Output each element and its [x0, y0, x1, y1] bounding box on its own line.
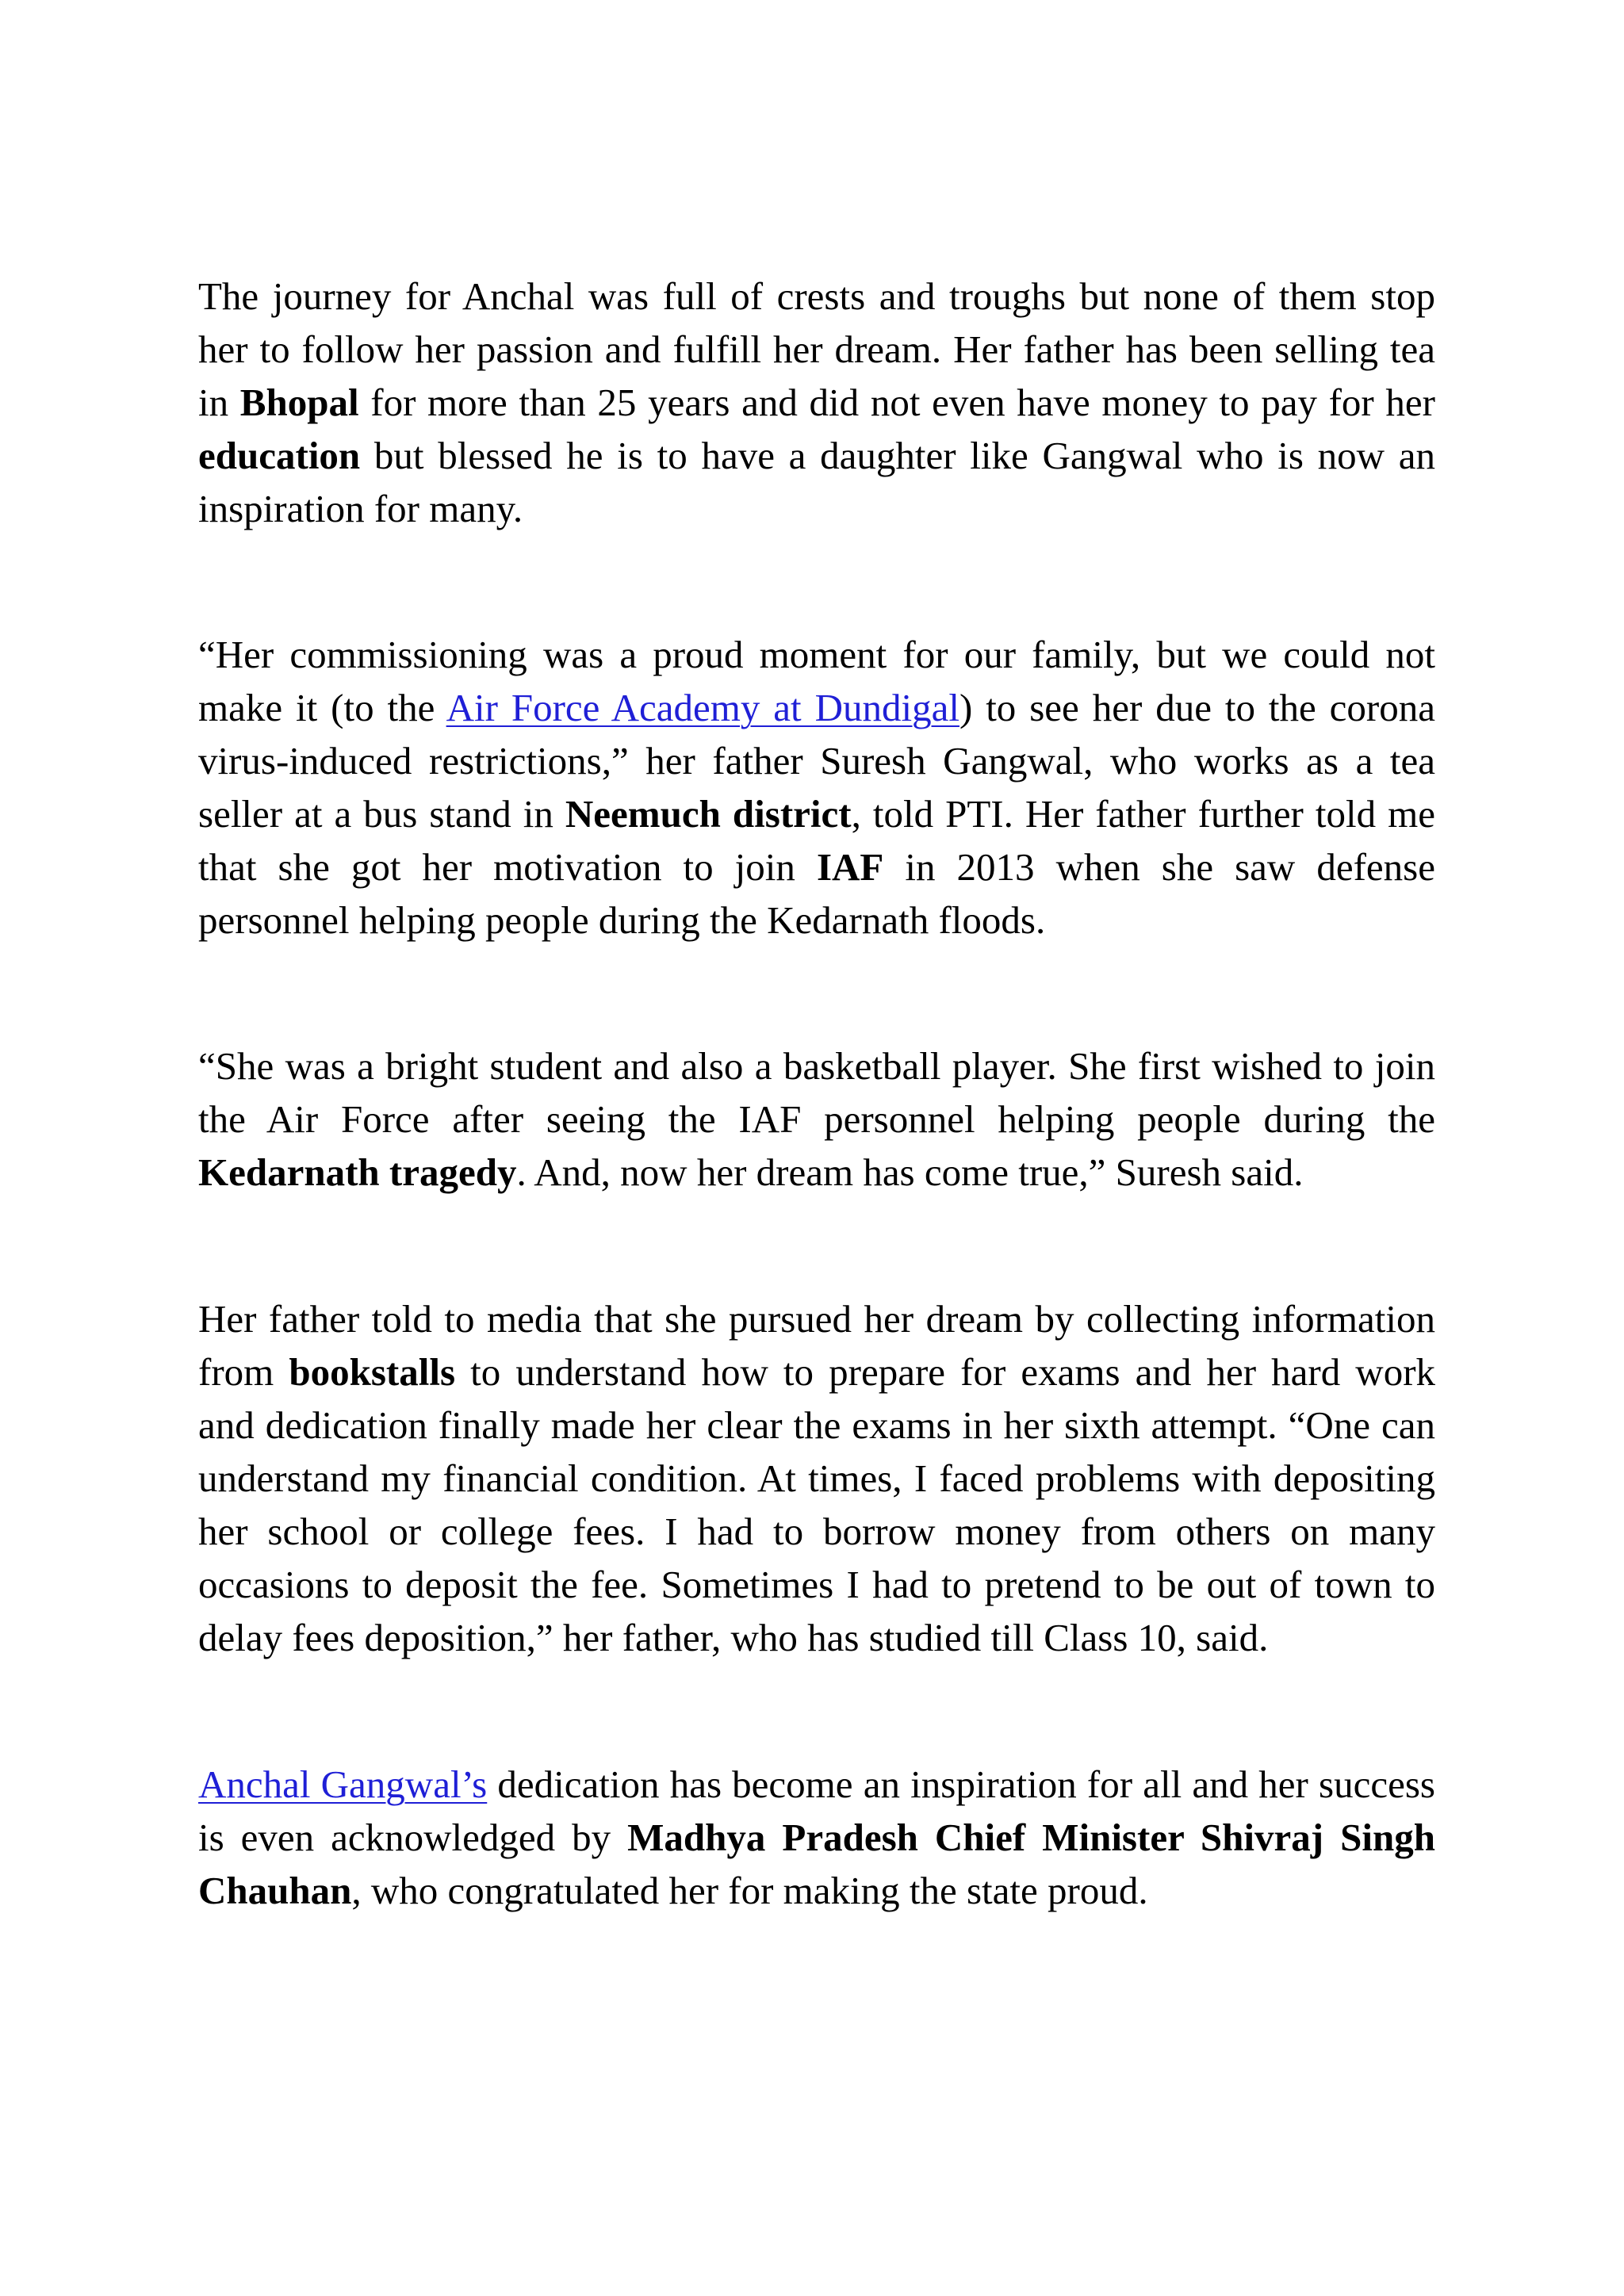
text-segment: . And, now her dream has come true,” Suresh said.	[516, 1150, 1304, 1194]
text-segment: “Her commissioning was a proud moment for our family, but we could not make it (to the	[198, 633, 1435, 729]
bold-text-bhopal: Bhopal	[239, 381, 359, 424]
paragraph-financial-condition	[198, 1292, 1435, 1664]
text-segment: “She was a bright student and also a basketball player. She first wished to join the Air Force after seeing the IAF personnel helping people during the	[198, 1044, 1435, 1141]
text-segment: but blessed he is to have a daughter like Gangwal who is now an inspiration for many.	[198, 434, 1435, 530]
paragraph-bright-student	[198, 1039, 1435, 1199]
document-body	[198, 270, 1435, 1917]
bold-text-neemuch-district: Neemuch district	[565, 792, 852, 836]
text-segment: Her father told to media that she pursued her dream by collecting information from	[198, 1297, 1435, 1394]
bold-text-kedarnath-tragedy: Kedarnath tragedy	[198, 1150, 517, 1194]
link-anchal-gangwal[interactable]: Anchal Gangwal’s	[198, 1762, 488, 1806]
paragraph-dedication	[198, 1758, 1435, 1917]
bold-text-education: education	[198, 434, 361, 477]
paragraph-commissioning	[198, 628, 1435, 947]
text-segment: dedication has become an inspiration for all and her success is even acknowledged by	[198, 1762, 1435, 1859]
text-segment: ) to see her due to the corona virus-induced restrictions,” her father Suresh Gangwal, who works as a tea seller at a bus stand in	[198, 686, 1435, 836]
text-segment: for more than 25 years and did not even have money to pay for her	[358, 381, 1435, 424]
bold-text-chief-minister: Madhya Pradesh Chief Minister Shivraj Singh Chauhan	[198, 1816, 1435, 1912]
paragraph-journey	[198, 270, 1435, 535]
bold-text-iaf: IAF	[816, 845, 884, 889]
text-segment: to understand how to prepare for exams and her hard work and dedication finally made her clear the exams in her sixth attempt. “One can understand my financial condition. At times, I faced problems with depositing her school or college fees. I had to borrow money from others on many occasions to deposit the fee. Sometimes I had to pretend to be out of town to delay fees deposition,” her father, who has studied till Class 10, said.	[198, 1350, 1436, 1659]
bold-text-bookstalls: bookstalls	[289, 1350, 456, 1394]
text-segment: in 2013 when she saw defense personnel helping people during the Kedarnath floods.	[198, 845, 1435, 942]
link-air-force-academy[interactable]: Air Force Academy at Dundigal	[446, 686, 959, 729]
text-segment: The journey for Anchal was full of crests and troughs but none of them stop her to follow her passion and fulfill her dream. Her father has been selling tea in	[198, 274, 1435, 424]
text-segment: , who congratulated her for making the state proud.	[351, 1869, 1148, 1912]
text-segment: , told PTI. Her father further told me that she got her motivation to join	[198, 792, 1435, 889]
